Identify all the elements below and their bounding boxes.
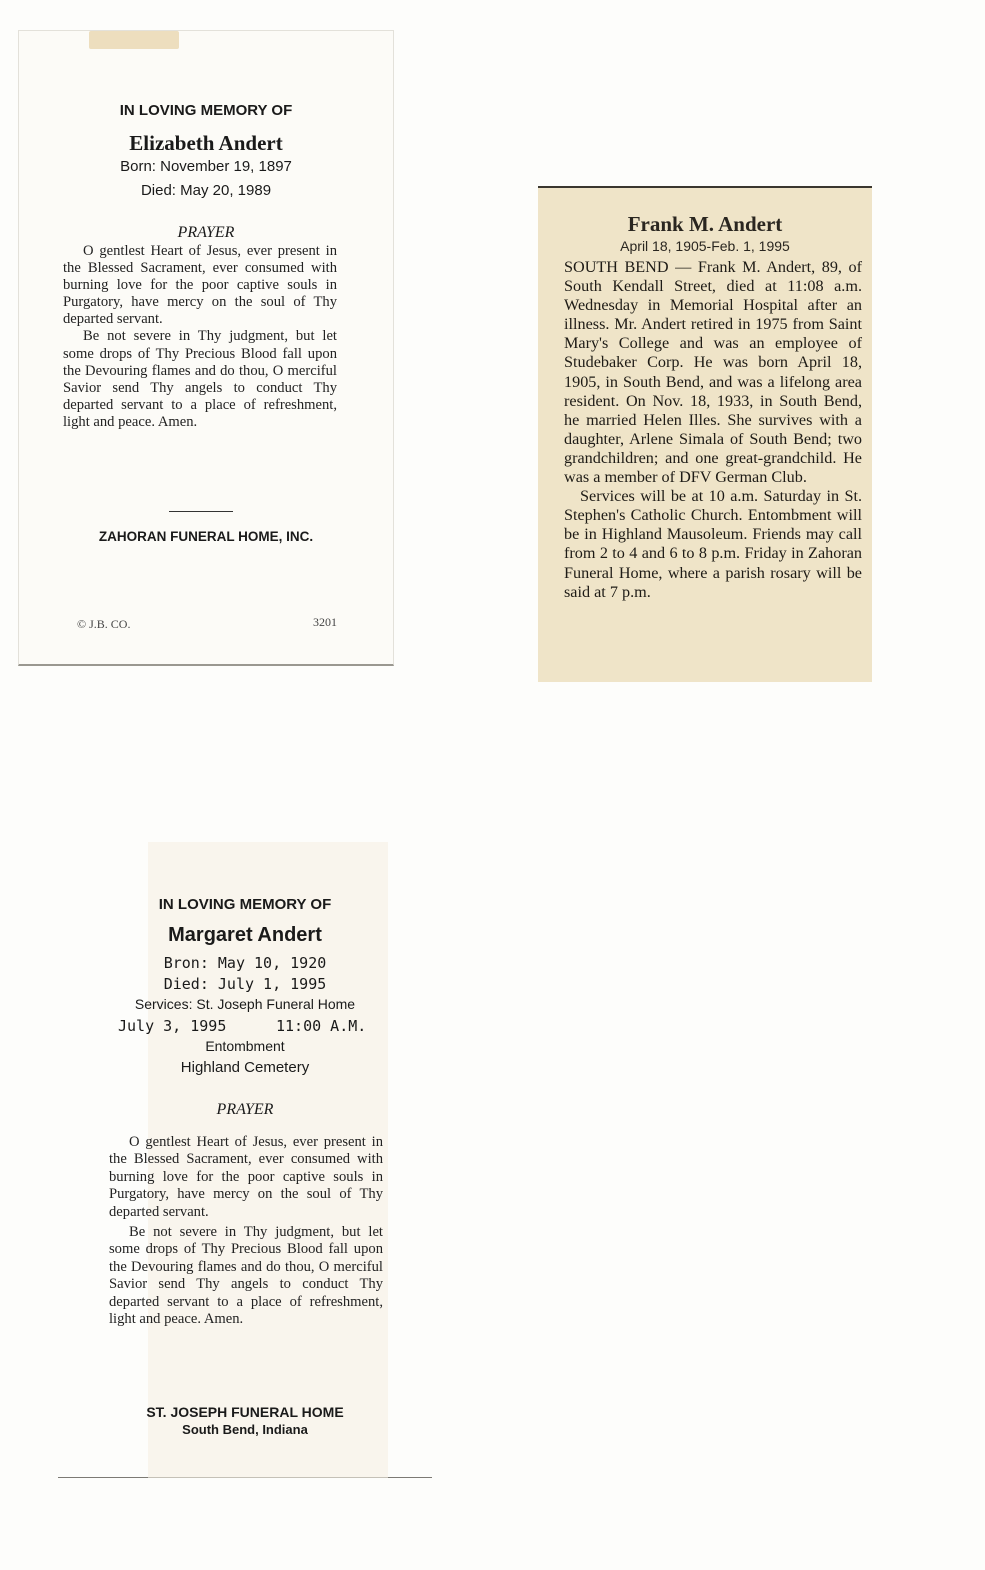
death-date: Died: May 20, 1989 — [140, 182, 272, 199]
card-code: 3201 — [313, 615, 337, 629]
prayer-title: PRAYER — [216, 1101, 274, 1118]
service-date: July 3, 1995 — [118, 1017, 227, 1035]
card-heading: IN LOVING MEMORY OF — [158, 896, 332, 913]
publisher-mark: © J.B. CO. — [77, 617, 131, 631]
birth-date: Born: November 19, 1897 — [120, 158, 292, 175]
obituary-paragraph: SOUTH BEND — Frank M. Andert, 89, of South Kendall Street, died at 11:08 a.m. Wednesday in Memorial Hospital after an illness. Mr. Andert retired in 1975 from Saint Mary's College and was an employee of Studebaker Corp. He was born April 18, 1905, in South Bend, and was a lifelong area resident. On Nov. 18, 1933, in South Bend, he married Helen Illes. She survives with a daughter, Arlene Simala of South Bend; two grandchildren; and one great-grandchild. He was a member of DFV German Club. — [564, 258, 862, 487]
obituary-name: Frank M. Andert — [627, 212, 783, 236]
tape-strip — [89, 31, 179, 49]
prayer-paragraph: Be not severe in Thy judgment, but let some drops of Thy Precious Blood fall upon the Devouring flames and do thou, O merciful Savior send Thy angels to conduct Thy departed servant to a place of refreshment, light and peace. Amen. — [63, 328, 337, 430]
funeral-home-location: South Bend, Indiana — [182, 1422, 308, 1437]
prayer-title: PRAYER — [177, 224, 235, 241]
funeral-home: ZAHORAN FUNERAL HOME, INC. — [98, 529, 314, 544]
deceased-name: Margaret Andert — [168, 924, 322, 946]
obituary-paragraph: Services will be at 10 a.m. Saturday in St. Stephen's Catholic Church. Entombment will be in Highland Mausoleum. Friends may call from 2 to 4 and 6 to 8 p.m. Friday in Zahoran Funeral Home, where a parish rosary will be said at 7 p.m. — [564, 487, 862, 601]
service-time: 11:00 A.M. — [276, 1017, 367, 1035]
birth-date: Bron: May 10, 1920 — [163, 954, 327, 972]
services-line: Services: St. Joseph Funeral Home — [134, 996, 356, 1012]
funeral-home: ST. JOSEPH FUNERAL HOME — [146, 1404, 344, 1420]
memorial-card-margaret — [58, 842, 432, 1478]
prayer-paragraph: O gentlest Heart of Jesus, ever present in the Blessed Sacrament, ever consumed with burning love for the poor captive souls in Purgatory, have mercy on the soul of Thy departed servant. — [63, 243, 337, 328]
obituary-clipping — [538, 186, 872, 682]
card-heading: IN LOVING MEMORY OF — [119, 102, 293, 119]
prayer-paragraph: Be not severe in Thy judgment, but let some drops of Thy Precious Blood fall upon the Devouring flames and do thou, O merciful Savior send Thy angels to conduct Thy departed servant to a place of refreshment, light and peace. Amen. — [109, 1224, 383, 1328]
prayer-text — [109, 1134, 383, 1328]
cemetery-name: Highland Cemetery — [180, 1059, 310, 1076]
obituary-dates: April 18, 1905-Feb. 1, 1995 — [620, 238, 790, 254]
prayer-paragraph: O gentlest Heart of Jesus, ever present in the Blessed Sacrament, ever consumed with burning love for the poor captive souls in Purgatory, have mercy on the soul of Thy departed servant. — [109, 1134, 383, 1220]
deceased-name: Elizabeth Andert — [129, 131, 283, 155]
death-date: Died: July 1, 1995 — [163, 975, 327, 993]
entombment-label: Entombment — [205, 1038, 285, 1054]
separator-line — [169, 511, 233, 512]
prayer-text — [63, 243, 337, 431]
memorial-card-elizabeth — [18, 30, 394, 666]
obituary-body — [564, 258, 862, 602]
